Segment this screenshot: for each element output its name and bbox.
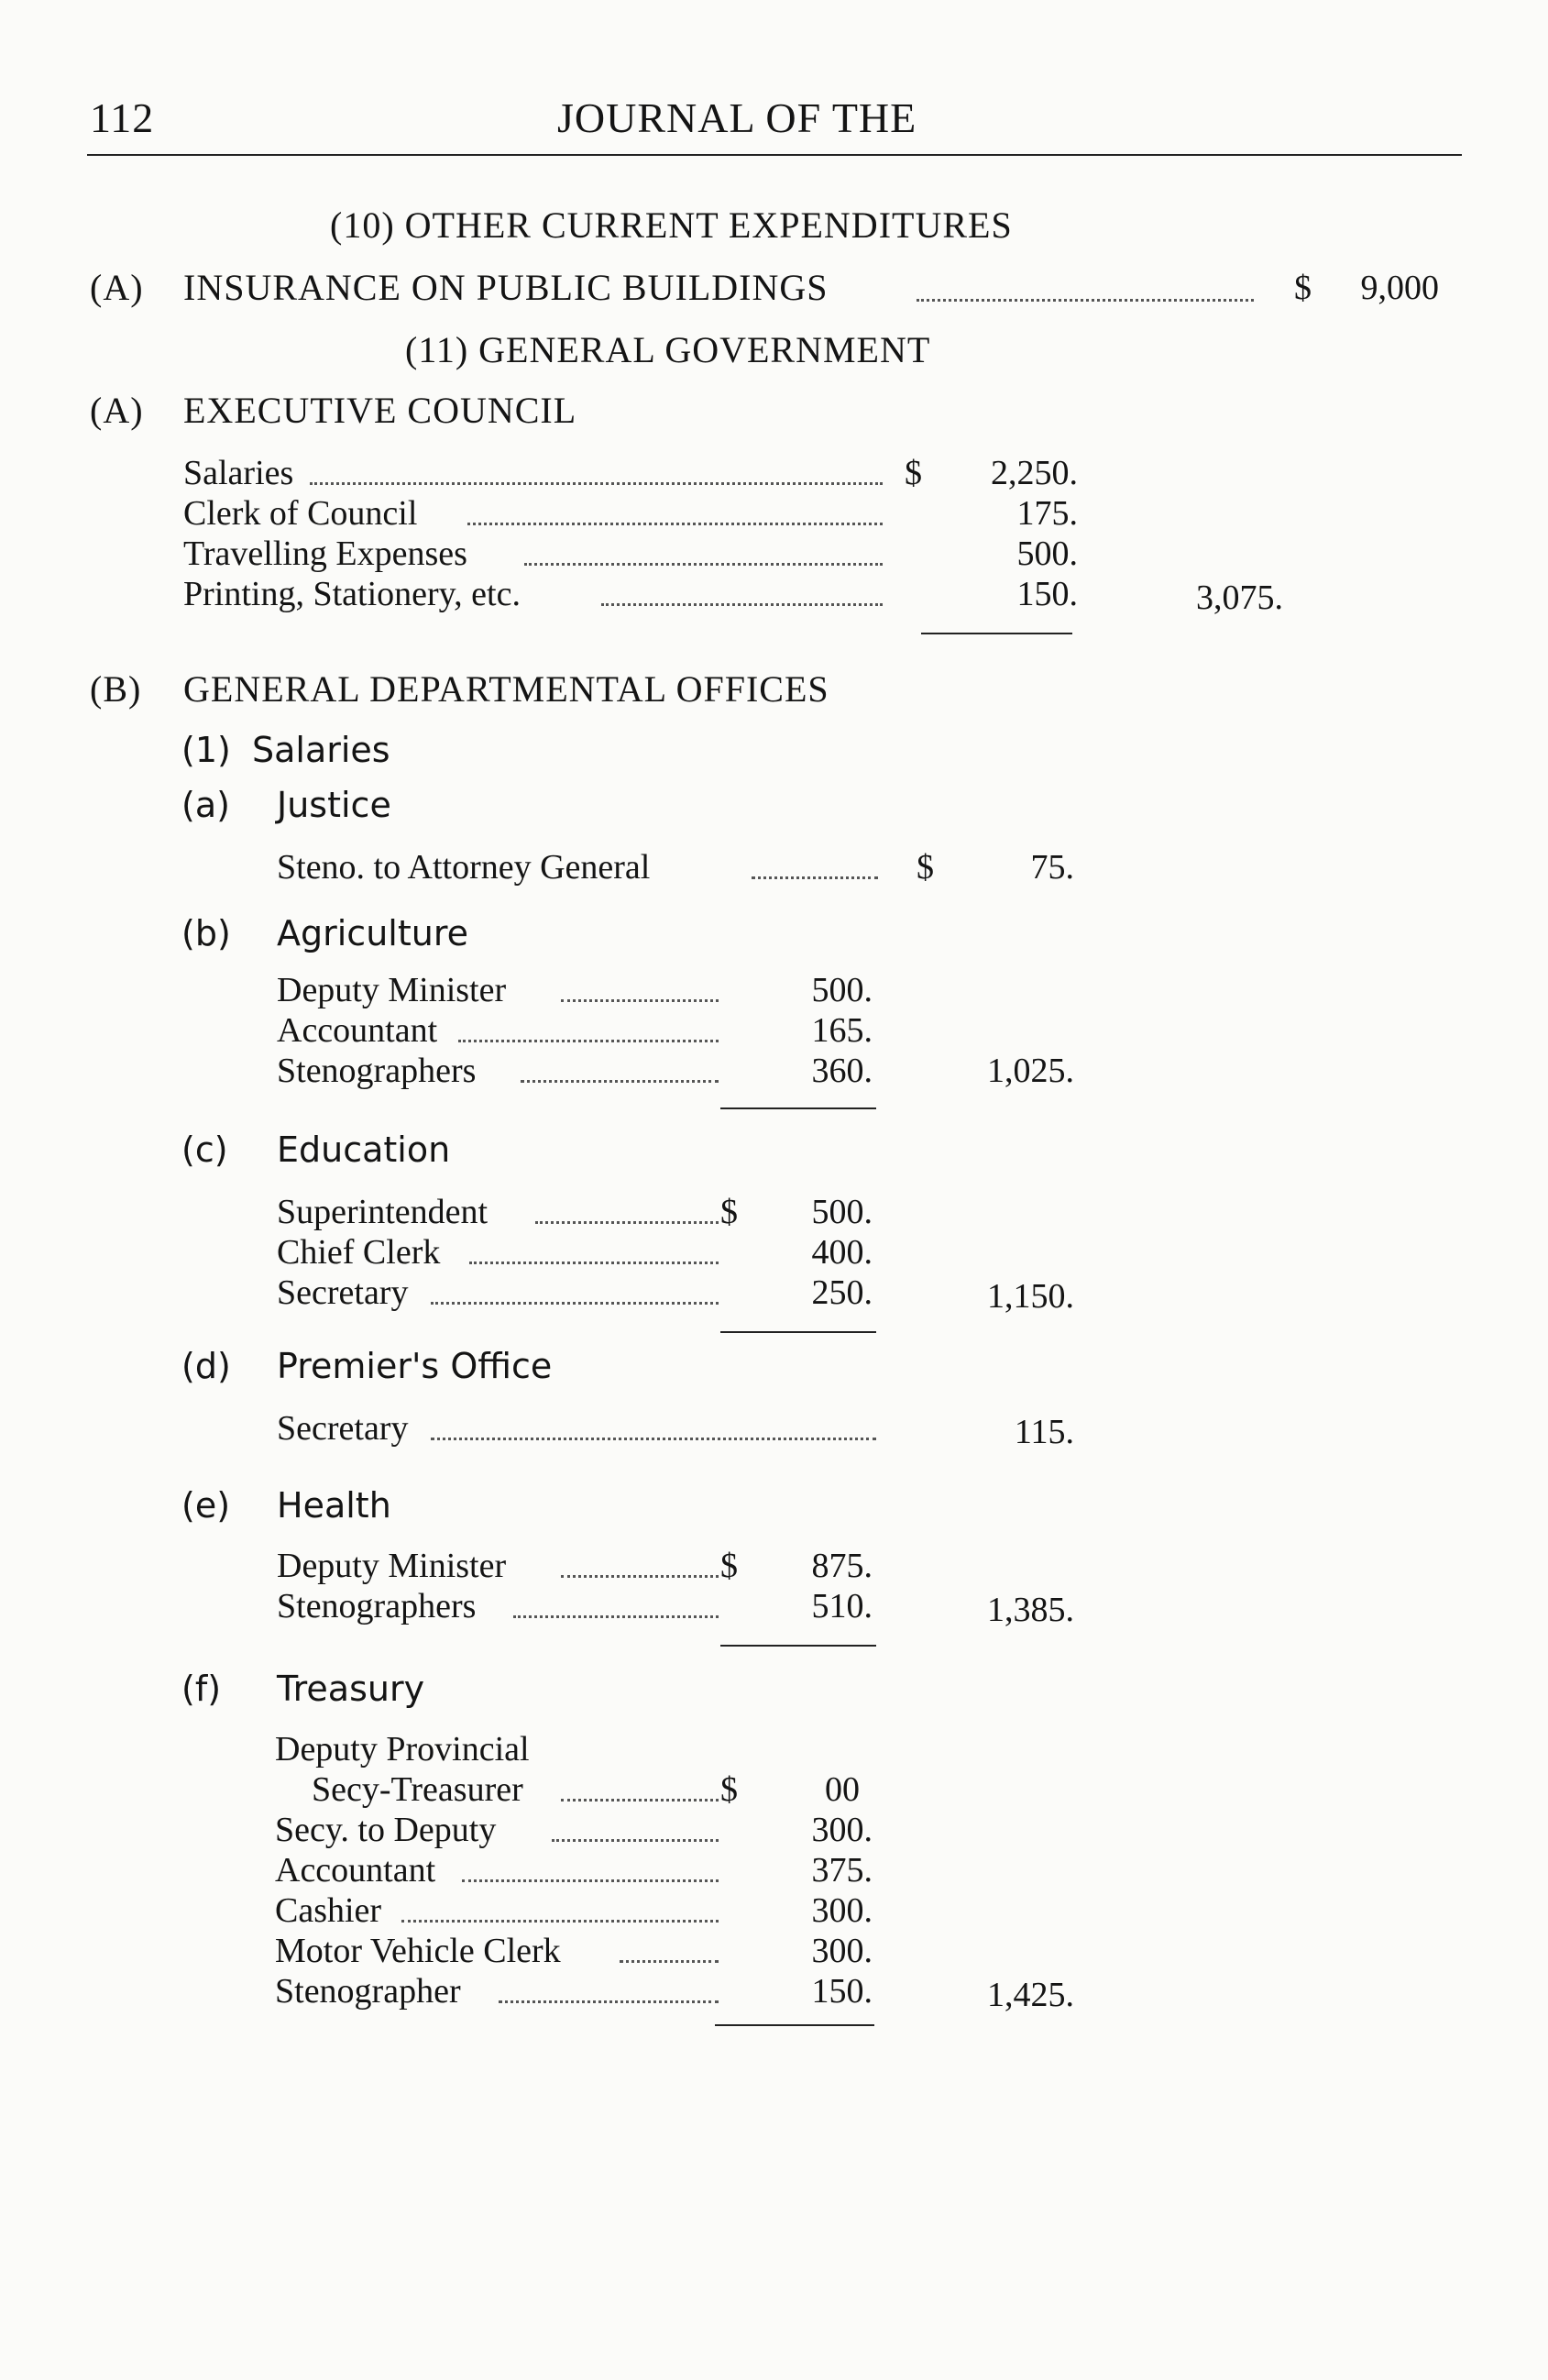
- agriculture-letter: (b): [181, 913, 231, 953]
- education-rule: [720, 1331, 876, 1333]
- justice-item-dollar: $: [917, 848, 934, 887]
- leader: [499, 2000, 719, 2003]
- education-total: 1,150.: [987, 1277, 1074, 1316]
- health-item-amount: 875.: [811, 1547, 873, 1585]
- treasury-item-dollar: $: [720, 1770, 738, 1809]
- treasury-item-label-line2: Secy-Treasurer: [312, 1770, 523, 1809]
- leader: [521, 1080, 719, 1083]
- treasury-item-amount: 150.: [811, 1972, 873, 2011]
- health-rule: [720, 1645, 876, 1647]
- leader: [535, 1221, 719, 1224]
- executive-item-label: Clerk of Council: [183, 494, 418, 533]
- executive-item-label: Travelling Expenses: [183, 534, 467, 573]
- treasury-item-amount: 300.: [811, 1891, 873, 1930]
- leader: [513, 1615, 719, 1618]
- justice-title: Justice: [277, 785, 391, 825]
- executive-total: 3,075.: [1196, 578, 1283, 617]
- leader: [458, 1040, 719, 1042]
- health-letter: (e): [181, 1485, 231, 1526]
- agriculture-title: Agriculture: [277, 913, 468, 953]
- treasury-letter: (f): [181, 1669, 222, 1709]
- health-title: Health: [277, 1485, 391, 1526]
- health-item-label: Stenographers: [277, 1587, 477, 1625]
- education-item-label: Chief Clerk: [277, 1233, 441, 1272]
- education-title: Education: [277, 1129, 451, 1170]
- treasury-total: 1,425.: [987, 1976, 1074, 2014]
- agriculture-item-label: Stenographers: [277, 1052, 477, 1090]
- premier-item-label: Secretary: [277, 1409, 409, 1448]
- leader: [431, 1438, 876, 1440]
- executive-item-amount: 150.: [1016, 575, 1078, 613]
- leader: [752, 876, 878, 879]
- leader: [620, 1960, 719, 1963]
- treasury-item-label: Accountant: [275, 1851, 436, 1890]
- executive-item-label: Printing, Stationery, etc.: [183, 575, 521, 613]
- health-item-dollar: $: [720, 1547, 738, 1585]
- treasury-item-label: Deputy Provincial: [275, 1730, 530, 1768]
- leader: [561, 1799, 719, 1802]
- executive-title: EXECUTIVE COUNCIL: [183, 390, 577, 431]
- leader: [431, 1302, 719, 1305]
- insurance-leader: [917, 299, 1254, 302]
- education-item-dollar: $: [720, 1193, 738, 1231]
- leader: [462, 1879, 719, 1882]
- leader: [401, 1920, 719, 1923]
- executive-item-label: Salaries: [183, 454, 294, 492]
- treasury-item-amount: 375.: [811, 1851, 873, 1890]
- agriculture-item-label: Accountant: [277, 1011, 438, 1050]
- education-item-amount: 500.: [811, 1193, 873, 1231]
- leader: [310, 482, 883, 485]
- treasury-title: Treasury: [277, 1669, 425, 1709]
- education-item-label: Secretary: [277, 1273, 409, 1312]
- education-item-amount: 250.: [811, 1273, 873, 1312]
- justice-letter: (a): [181, 785, 230, 825]
- premier-item-amount: 115.: [1014, 1413, 1074, 1451]
- agriculture-rule: [720, 1107, 876, 1109]
- leader: [561, 999, 719, 1002]
- insurance-dollar: $: [1294, 269, 1312, 307]
- justice-item-amount: 75.: [1030, 848, 1074, 887]
- running-title: JOURNAL OF THE: [557, 94, 917, 141]
- executive-item-amount: 500.: [1016, 534, 1078, 573]
- treasury-item-amount: 300.: [811, 1811, 873, 1849]
- page-number: 112: [90, 94, 155, 141]
- justice-item-label: Steno. to Attorney General: [277, 848, 651, 887]
- insurance-label: INSURANCE ON PUBLIC BUILDINGS: [183, 267, 829, 308]
- leader: [552, 1839, 719, 1842]
- agriculture-item-amount: 360.: [811, 1052, 873, 1090]
- leader: [561, 1575, 719, 1578]
- section-10-title: (10) OTHER CURRENT EXPENDITURES: [330, 204, 1013, 246]
- agriculture-item-label: Deputy Minister: [277, 971, 507, 1009]
- health-total: 1,385.: [987, 1591, 1074, 1629]
- general-letter: (B): [90, 668, 142, 710]
- executive-item-amount: 2,250.: [991, 454, 1078, 492]
- health-item-label: Deputy Minister: [277, 1547, 507, 1585]
- leader: [467, 523, 883, 525]
- agriculture-total: 1,025.: [987, 1052, 1074, 1090]
- treasury-rule: [715, 2024, 874, 2026]
- health-item-amount: 510.: [811, 1587, 873, 1625]
- header-rule: [87, 154, 1462, 156]
- executive-item-dollar: $: [905, 454, 922, 492]
- section-10-letter: (A): [90, 267, 144, 308]
- salaries-number: (1): [181, 730, 231, 770]
- insurance-amount: 9,000: [1360, 269, 1439, 307]
- agriculture-item-amount: 165.: [811, 1011, 873, 1050]
- leader: [524, 563, 883, 566]
- executive-letter: (A): [90, 390, 144, 431]
- executive-rule: [921, 633, 1072, 634]
- salaries-label: Salaries: [252, 730, 390, 770]
- treasury-item-amount: 300.: [811, 1932, 873, 1970]
- education-item-label: Superintendent: [277, 1193, 489, 1231]
- treasury-item-label: Secy. to Deputy: [275, 1811, 497, 1849]
- treasury-item-label: Stenographer: [275, 1972, 461, 2011]
- premier-title: Premier's Office: [277, 1346, 553, 1386]
- leader: [601, 603, 883, 606]
- executive-item-amount: 175.: [1016, 494, 1078, 533]
- treasury-item-label: Motor Vehicle Clerk: [275, 1932, 561, 1970]
- leader: [469, 1262, 719, 1264]
- general-title: GENERAL DEPARTMENTAL OFFICES: [183, 668, 829, 710]
- premier-letter: (d): [181, 1346, 231, 1386]
- treasury-item-amount: 00: [825, 1770, 860, 1809]
- agriculture-item-amount: 500.: [811, 971, 873, 1009]
- education-item-amount: 400.: [811, 1233, 873, 1272]
- education-letter: (c): [181, 1129, 228, 1170]
- treasury-item-label: Cashier: [275, 1891, 382, 1930]
- section-11-title: (11) GENERAL GOVERNMENT: [405, 329, 931, 370]
